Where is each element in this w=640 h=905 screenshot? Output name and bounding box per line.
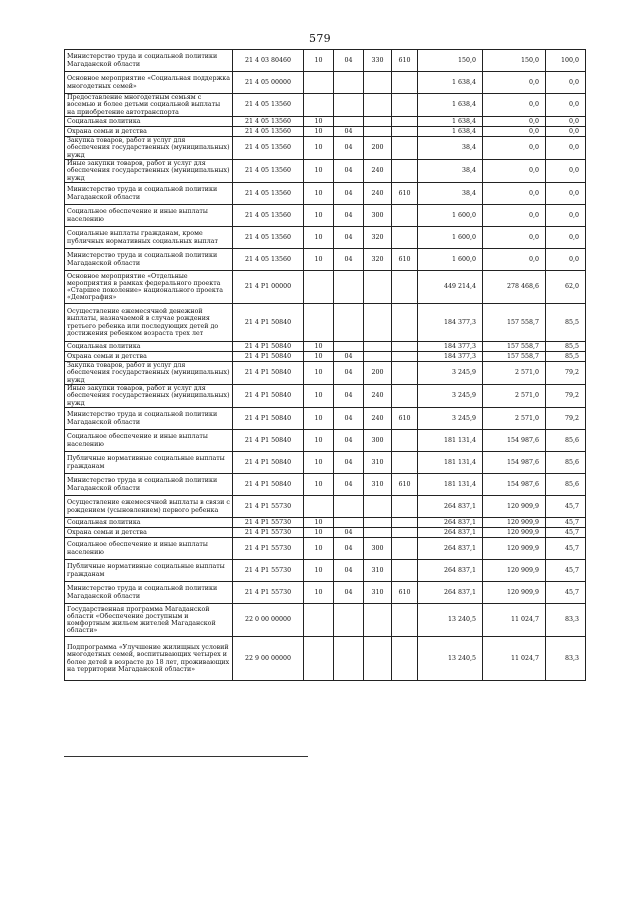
row-subsection: 04 xyxy=(334,127,364,137)
row-subsection: 04 xyxy=(334,137,364,160)
row-expense-type xyxy=(364,304,392,342)
row-expense-type: 240 xyxy=(364,385,392,408)
row-percent: 0,0 xyxy=(546,227,586,249)
table-row xyxy=(65,352,586,362)
row-plan: 264 837,1 xyxy=(418,582,483,604)
row-code: 21 4 P1 55730 xyxy=(233,528,304,538)
row-plan: 38,4 xyxy=(418,137,483,160)
row-subsection: 04 xyxy=(334,430,364,452)
row-plan: 150,0 xyxy=(418,50,483,72)
row-expense-type: 310 xyxy=(364,560,392,582)
table-row xyxy=(65,227,586,249)
row-admin-code xyxy=(392,160,418,183)
row-name: Иные закупки товаров, работ и услуг для обеспечения государственных (муниципальных) нужд xyxy=(65,160,233,183)
row-subsection: 04 xyxy=(334,452,364,474)
row-executed: 0,0 xyxy=(483,227,546,249)
row-expense-type xyxy=(364,72,392,94)
row-expense-type xyxy=(364,94,392,117)
row-section: 10 xyxy=(304,362,334,385)
row-admin-code xyxy=(392,72,418,94)
row-executed: 154 987,6 xyxy=(483,452,546,474)
row-expense-type xyxy=(364,528,392,538)
table-row xyxy=(65,127,586,137)
row-percent: 85,5 xyxy=(546,304,586,342)
row-percent: 0,0 xyxy=(546,205,586,227)
row-section xyxy=(304,304,334,342)
row-expense-type: 200 xyxy=(364,137,392,160)
row-name: Осуществление ежемесячной выплаты в связи с рождением (усыновлением) первого ребенка xyxy=(65,496,233,518)
row-executed: 120 909,9 xyxy=(483,496,546,518)
row-name: Закупка товаров, работ и услуг для обеспечения государственных (муниципальных) нужд xyxy=(65,137,233,160)
row-code: 21 4 P1 50840 xyxy=(233,474,304,496)
row-executed: 0,0 xyxy=(483,127,546,137)
row-code: 21 4 05 13560 xyxy=(233,117,304,127)
table-row xyxy=(65,518,586,528)
row-section: 10 xyxy=(304,127,334,137)
row-code: 21 4 P1 50840 xyxy=(233,430,304,452)
row-subsection xyxy=(334,604,364,637)
row-percent: 45,7 xyxy=(546,518,586,528)
table-row xyxy=(65,117,586,127)
table-row xyxy=(65,474,586,496)
row-code: 21 4 P1 50840 xyxy=(233,408,304,430)
row-expense-type xyxy=(364,352,392,362)
row-name: Охрана семьи и детства xyxy=(65,352,233,362)
row-name: Осуществление ежемесячной денежной выплаты, назначаемой в случае рождения третьего ребенка или последующих детей до достижения ребенком возраста трех лет xyxy=(65,304,233,342)
row-executed: 120 909,9 xyxy=(483,560,546,582)
row-admin-code xyxy=(392,538,418,560)
footnote-separator xyxy=(64,756,308,757)
row-percent: 100,0 xyxy=(546,50,586,72)
row-plan: 264 837,1 xyxy=(418,496,483,518)
row-code: 21 4 P1 55730 xyxy=(233,582,304,604)
row-executed: 278 468,6 xyxy=(483,271,546,304)
row-section: 10 xyxy=(304,137,334,160)
row-name: Государственная программа Магаданской области «Обеспечение доступным и комфортным жильем жителей Магаданской области» xyxy=(65,604,233,637)
row-admin-code: 610 xyxy=(392,183,418,205)
row-percent: 85,6 xyxy=(546,430,586,452)
row-expense-type xyxy=(364,271,392,304)
row-subsection xyxy=(334,94,364,117)
row-percent: 0,0 xyxy=(546,160,586,183)
row-name: Социальные выплаты гражданам, кроме публичных нормативных социальных выплат xyxy=(65,227,233,249)
row-name: Социальное обеспечение и иные выплаты населению xyxy=(65,538,233,560)
row-name: Социальная политика xyxy=(65,342,233,352)
row-admin-code xyxy=(392,496,418,518)
row-section xyxy=(304,604,334,637)
row-percent: 85,5 xyxy=(546,342,586,352)
row-subsection: 04 xyxy=(334,538,364,560)
row-executed: 154 987,6 xyxy=(483,474,546,496)
row-admin-code xyxy=(392,342,418,352)
row-code: 21 4 05 13560 xyxy=(233,249,304,271)
row-section: 10 xyxy=(304,205,334,227)
row-section: 10 xyxy=(304,117,334,127)
row-admin-code: 610 xyxy=(392,249,418,271)
row-code: 21 4 P1 50840 xyxy=(233,452,304,474)
row-code: 21 4 03 80460 xyxy=(233,50,304,72)
table-row xyxy=(65,528,586,538)
row-admin-code xyxy=(392,637,418,681)
row-name: Основное мероприятие «Отдельные мероприятия в рамках федерального проекта «Старшее поколение» национального проекта «Демография» xyxy=(65,271,233,304)
row-admin-code xyxy=(392,518,418,528)
row-expense-type: 310 xyxy=(364,474,392,496)
row-subsection: 04 xyxy=(334,352,364,362)
row-code: 21 4 P1 50840 xyxy=(233,385,304,408)
row-subsection: 04 xyxy=(334,408,364,430)
table-row xyxy=(65,582,586,604)
row-section: 10 xyxy=(304,560,334,582)
row-percent: 62,0 xyxy=(546,271,586,304)
row-executed: 0,0 xyxy=(483,94,546,117)
row-percent: 0,0 xyxy=(546,249,586,271)
row-executed: 120 909,9 xyxy=(483,538,546,560)
row-plan: 181 131,4 xyxy=(418,430,483,452)
row-admin-code xyxy=(392,94,418,117)
row-plan: 3 245,9 xyxy=(418,362,483,385)
row-subsection xyxy=(334,117,364,127)
row-code: 22 0 00 00000 xyxy=(233,604,304,637)
row-percent: 45,7 xyxy=(546,496,586,518)
row-section: 10 xyxy=(304,342,334,352)
row-expense-type xyxy=(364,342,392,352)
row-plan: 38,4 xyxy=(418,183,483,205)
table-row xyxy=(65,160,586,183)
row-admin-code: 610 xyxy=(392,474,418,496)
table-row xyxy=(65,538,586,560)
row-percent: 45,7 xyxy=(546,560,586,582)
row-name: Подпрограмма «Улучшение жилищных условий многодетных семей, воспитывающих четырех и более детей в возрасте до 18 лет, проживающих на территории Магаданской области» xyxy=(65,637,233,681)
row-executed: 157 558,7 xyxy=(483,352,546,362)
row-subsection: 04 xyxy=(334,385,364,408)
row-subsection: 04 xyxy=(334,582,364,604)
row-expense-type: 240 xyxy=(364,160,392,183)
row-name: Министерство труда и социальной политики Магаданской области xyxy=(65,582,233,604)
row-code: 21 4 05 13560 xyxy=(233,205,304,227)
row-section: 10 xyxy=(304,528,334,538)
row-section xyxy=(304,72,334,94)
row-admin-code xyxy=(392,362,418,385)
row-name: Социальное обеспечение и иные выплаты населению xyxy=(65,430,233,452)
row-plan: 38,4 xyxy=(418,160,483,183)
row-admin-code xyxy=(392,385,418,408)
row-name: Иные закупки товаров, работ и услуг для обеспечения государственных (муниципальных) нужд xyxy=(65,385,233,408)
row-name: Социальная политика xyxy=(65,518,233,528)
table-row xyxy=(65,496,586,518)
row-executed: 157 558,7 xyxy=(483,304,546,342)
table-row xyxy=(65,385,586,408)
row-percent: 45,7 xyxy=(546,528,586,538)
table-row xyxy=(65,50,586,72)
row-name: Министерство труда и социальной политики Магаданской области xyxy=(65,183,233,205)
row-plan: 13 240,5 xyxy=(418,637,483,681)
row-plan: 184 377,3 xyxy=(418,342,483,352)
row-name: Публичные нормативные социальные выплаты гражданам xyxy=(65,560,233,582)
row-executed: 157 558,7 xyxy=(483,342,546,352)
row-plan: 264 837,1 xyxy=(418,560,483,582)
table-row xyxy=(65,249,586,271)
row-name: Публичные нормативные социальные выплаты гражданам xyxy=(65,452,233,474)
row-plan: 1 638,4 xyxy=(418,117,483,127)
budget-table xyxy=(64,49,586,681)
row-executed: 11 024,7 xyxy=(483,604,546,637)
table-row xyxy=(65,94,586,117)
row-expense-type xyxy=(364,518,392,528)
row-admin-code xyxy=(392,430,418,452)
row-executed: 0,0 xyxy=(483,117,546,127)
row-name: Министерство труда и социальной политики Магаданской области xyxy=(65,249,233,271)
row-executed: 0,0 xyxy=(483,137,546,160)
row-percent: 85,5 xyxy=(546,352,586,362)
row-plan: 264 837,1 xyxy=(418,528,483,538)
row-expense-type xyxy=(364,117,392,127)
row-plan: 449 214,4 xyxy=(418,271,483,304)
row-plan: 1 638,4 xyxy=(418,72,483,94)
row-section: 10 xyxy=(304,518,334,528)
row-executed: 154 987,6 xyxy=(483,430,546,452)
row-percent: 45,7 xyxy=(546,582,586,604)
row-name: Социальная политика xyxy=(65,117,233,127)
row-executed: 0,0 xyxy=(483,183,546,205)
row-admin-code xyxy=(392,452,418,474)
row-executed: 120 909,9 xyxy=(483,582,546,604)
row-admin-code xyxy=(392,604,418,637)
row-expense-type: 200 xyxy=(364,362,392,385)
row-plan: 181 131,4 xyxy=(418,474,483,496)
row-subsection xyxy=(334,342,364,352)
row-section: 10 xyxy=(304,385,334,408)
row-expense-type: 240 xyxy=(364,183,392,205)
row-executed: 0,0 xyxy=(483,160,546,183)
row-section: 10 xyxy=(304,160,334,183)
row-section xyxy=(304,94,334,117)
row-plan: 1 600,0 xyxy=(418,249,483,271)
row-percent: 0,0 xyxy=(546,183,586,205)
table-row xyxy=(65,408,586,430)
row-code: 21 4 05 13560 xyxy=(233,137,304,160)
row-subsection: 04 xyxy=(334,227,364,249)
row-expense-type: 300 xyxy=(364,430,392,452)
row-code: 21 4 05 00000 xyxy=(233,72,304,94)
row-expense-type: 330 xyxy=(364,50,392,72)
row-subsection xyxy=(334,518,364,528)
row-code: 21 4 P1 55730 xyxy=(233,496,304,518)
row-subsection: 04 xyxy=(334,183,364,205)
row-name: Основное мероприятие «Социальная поддержка многодетных семей» xyxy=(65,72,233,94)
table-row xyxy=(65,604,586,637)
row-percent: 83,3 xyxy=(546,637,586,681)
row-plan: 1 638,4 xyxy=(418,94,483,117)
row-section: 10 xyxy=(304,352,334,362)
row-name: Министерство труда и социальной политики Магаданской области xyxy=(65,474,233,496)
row-executed: 2 571,0 xyxy=(483,362,546,385)
row-expense-type xyxy=(364,637,392,681)
row-section xyxy=(304,496,334,518)
row-plan: 184 377,3 xyxy=(418,352,483,362)
row-percent: 0,0 xyxy=(546,117,586,127)
row-admin-code: 610 xyxy=(392,50,418,72)
row-section: 10 xyxy=(304,249,334,271)
row-executed: 150,0 xyxy=(483,50,546,72)
table-row xyxy=(65,430,586,452)
row-plan: 13 240,5 xyxy=(418,604,483,637)
row-section: 10 xyxy=(304,474,334,496)
row-subsection: 04 xyxy=(334,474,364,496)
row-executed: 120 909,9 xyxy=(483,528,546,538)
row-expense-type: 320 xyxy=(364,249,392,271)
row-section: 10 xyxy=(304,452,334,474)
row-percent: 45,7 xyxy=(546,538,586,560)
row-plan: 181 131,4 xyxy=(418,452,483,474)
row-admin-code: 610 xyxy=(392,582,418,604)
row-name: Охрана семьи и детства xyxy=(65,528,233,538)
table-row xyxy=(65,560,586,582)
table-row xyxy=(65,205,586,227)
table-row xyxy=(65,637,586,681)
table-row xyxy=(65,137,586,160)
row-subsection: 04 xyxy=(334,160,364,183)
row-name: Министерство труда и социальной политики Магаданской области xyxy=(65,408,233,430)
row-expense-type xyxy=(364,604,392,637)
row-subsection xyxy=(334,496,364,518)
page-number: 579 xyxy=(309,32,331,45)
table-row xyxy=(65,271,586,304)
row-plan: 1 600,0 xyxy=(418,205,483,227)
row-code: 21 4 05 13560 xyxy=(233,127,304,137)
row-code: 21 4 05 13560 xyxy=(233,160,304,183)
row-percent: 0,0 xyxy=(546,94,586,117)
row-plan: 1 638,4 xyxy=(418,127,483,137)
row-expense-type xyxy=(364,127,392,137)
row-section: 10 xyxy=(304,538,334,560)
row-subsection: 04 xyxy=(334,205,364,227)
row-code: 21 4 P1 50840 xyxy=(233,362,304,385)
row-plan: 264 837,1 xyxy=(418,538,483,560)
table-row xyxy=(65,452,586,474)
row-name: Охрана семьи и детства xyxy=(65,127,233,137)
row-expense-type: 310 xyxy=(364,452,392,474)
row-section: 10 xyxy=(304,430,334,452)
row-subsection: 04 xyxy=(334,249,364,271)
row-admin-code xyxy=(392,560,418,582)
row-code: 21 4 P1 50840 xyxy=(233,304,304,342)
row-expense-type xyxy=(364,496,392,518)
row-percent: 0,0 xyxy=(546,127,586,137)
row-percent: 85,6 xyxy=(546,474,586,496)
row-plan: 3 245,9 xyxy=(418,385,483,408)
row-percent: 79,2 xyxy=(546,362,586,385)
row-section xyxy=(304,271,334,304)
row-executed: 2 571,0 xyxy=(483,408,546,430)
row-expense-type: 300 xyxy=(364,538,392,560)
row-name: Закупка товаров, работ и услуг для обеспечения государственных (муниципальных) нужд xyxy=(65,362,233,385)
table-row xyxy=(65,72,586,94)
row-executed: 0,0 xyxy=(483,249,546,271)
row-admin-code xyxy=(392,117,418,127)
row-section xyxy=(304,637,334,681)
row-plan: 264 837,1 xyxy=(418,518,483,528)
row-section: 10 xyxy=(304,50,334,72)
row-name: Предоставление многодетным семьям с восемью и более детьми социальной выплаты на приобретение автотранспорта xyxy=(65,94,233,117)
row-code: 21 4 P1 50840 xyxy=(233,352,304,362)
row-subsection xyxy=(334,304,364,342)
row-expense-type: 240 xyxy=(364,408,392,430)
row-percent: 79,2 xyxy=(546,408,586,430)
row-subsection: 04 xyxy=(334,560,364,582)
row-section: 10 xyxy=(304,408,334,430)
row-percent: 0,0 xyxy=(546,137,586,160)
row-name: Социальное обеспечение и иные выплаты населению xyxy=(65,205,233,227)
row-code: 21 4 05 13560 xyxy=(233,183,304,205)
row-code: 21 4 05 13560 xyxy=(233,94,304,117)
row-admin-code xyxy=(392,528,418,538)
row-admin-code: 610 xyxy=(392,408,418,430)
row-expense-type: 300 xyxy=(364,205,392,227)
row-code: 21 4 05 13560 xyxy=(233,227,304,249)
row-admin-code xyxy=(392,137,418,160)
row-percent: 83,3 xyxy=(546,604,586,637)
row-admin-code xyxy=(392,127,418,137)
row-executed: 11 024,7 xyxy=(483,637,546,681)
row-code: 21 4 P1 55730 xyxy=(233,518,304,528)
row-name: Министерство труда и социальной политики Магаданской области xyxy=(65,50,233,72)
row-subsection xyxy=(334,271,364,304)
row-admin-code xyxy=(392,271,418,304)
row-code: 21 4 P1 55730 xyxy=(233,538,304,560)
row-code: 21 4 P1 50840 xyxy=(233,342,304,352)
row-plan: 184 377,3 xyxy=(418,304,483,342)
row-subsection: 04 xyxy=(334,362,364,385)
row-subsection xyxy=(334,72,364,94)
row-expense-type: 320 xyxy=(364,227,392,249)
table-row xyxy=(65,362,586,385)
row-plan: 1 600,0 xyxy=(418,227,483,249)
row-admin-code xyxy=(392,205,418,227)
row-admin-code xyxy=(392,352,418,362)
row-admin-code xyxy=(392,304,418,342)
row-executed: 2 571,0 xyxy=(483,385,546,408)
table-row xyxy=(65,304,586,342)
row-executed: 0,0 xyxy=(483,72,546,94)
row-percent: 85,6 xyxy=(546,452,586,474)
row-code: 21 4 P1 00000 xyxy=(233,271,304,304)
table-row xyxy=(65,342,586,352)
row-expense-type: 310 xyxy=(364,582,392,604)
row-admin-code xyxy=(392,227,418,249)
row-percent: 0,0 xyxy=(546,72,586,94)
row-section: 10 xyxy=(304,183,334,205)
row-executed: 0,0 xyxy=(483,205,546,227)
row-subsection: 04 xyxy=(334,50,364,72)
row-code: 21 4 P1 55730 xyxy=(233,560,304,582)
row-section: 10 xyxy=(304,227,334,249)
row-code: 22 9 00 00000 xyxy=(233,637,304,681)
row-section: 10 xyxy=(304,582,334,604)
row-subsection: 04 xyxy=(334,528,364,538)
row-percent: 79,2 xyxy=(546,385,586,408)
table-row xyxy=(65,183,586,205)
row-subsection xyxy=(334,637,364,681)
row-executed: 120 909,9 xyxy=(483,518,546,528)
row-plan: 3 245,9 xyxy=(418,408,483,430)
